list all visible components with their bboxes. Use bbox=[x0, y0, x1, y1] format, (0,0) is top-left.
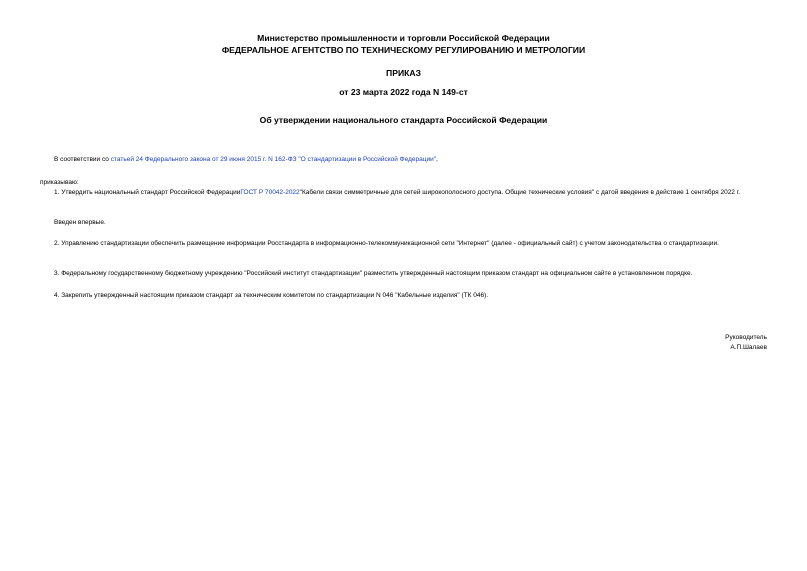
law-article-link[interactable]: статьей 24 Федерального закона от 29 июня 2015 г. N 162-ФЗ "О стандартизации в Российской Федерации" bbox=[110, 156, 437, 163]
ministry-heading: Министерство промышленности и торговли Российской Федерации bbox=[257, 33, 550, 43]
document-title: Об утверждении национального стандарта Российской Федерации bbox=[259, 115, 548, 125]
signatory-name: А.П.Шалаев bbox=[730, 344, 767, 351]
signatory-position: Руководитель bbox=[725, 334, 767, 341]
item-2-paragraph: 2. Управлению стандартизации обеспечить размещение информации Росстандарта в информационно-телекоммуникационной сети "Интернет" (далее - официальный сайт) с учетом законодательства о стандартизации. bbox=[54, 240, 719, 247]
item-1-prefix: 1. Утвердить национальный стандарт Российской Федерации bbox=[54, 189, 241, 196]
preamble-prefix: В соответствии со bbox=[54, 156, 111, 163]
item-1-suffix: "Кабели связи симметричные для сетей широкополосного доступа. Общие технические условия" с датой введения в действие 1 сентября 2022 г. bbox=[299, 189, 741, 196]
gost-link[interactable]: ГОСТ Р 70042-2022 bbox=[240, 189, 300, 196]
item-4-paragraph: 4. Закрепить утвержденный настоящим приказом стандарт за техническим комитетом по стандартизации N 046 "Кабельные изделия" (ТК 046). bbox=[54, 292, 489, 299]
preamble-paragraph bbox=[40, 155, 767, 165]
order-word: приказываю: bbox=[40, 179, 79, 186]
preamble-suffix: , bbox=[436, 156, 438, 163]
date-number-heading: от 23 марта 2022 года N 149-ст bbox=[339, 87, 468, 97]
item-1-paragraph bbox=[40, 188, 767, 198]
introduced-note: Введен впервые. bbox=[54, 219, 106, 226]
agency-heading: ФЕДЕРАЛЬНОЕ АГЕНТСТВО ПО ТЕХНИЧЕСКОМУ РЕГУЛИРОВАНИЮ И МЕТРОЛОГИИ bbox=[221, 45, 586, 55]
doc-type-heading: ПРИКАЗ bbox=[386, 68, 421, 78]
item-3-paragraph: 3. Федеральному государственному бюджетному учреждению "Российский институт стандартизации" разместить утвержденный настоящим приказом стандарт на официальном сайте в установленном порядке. bbox=[54, 270, 693, 277]
